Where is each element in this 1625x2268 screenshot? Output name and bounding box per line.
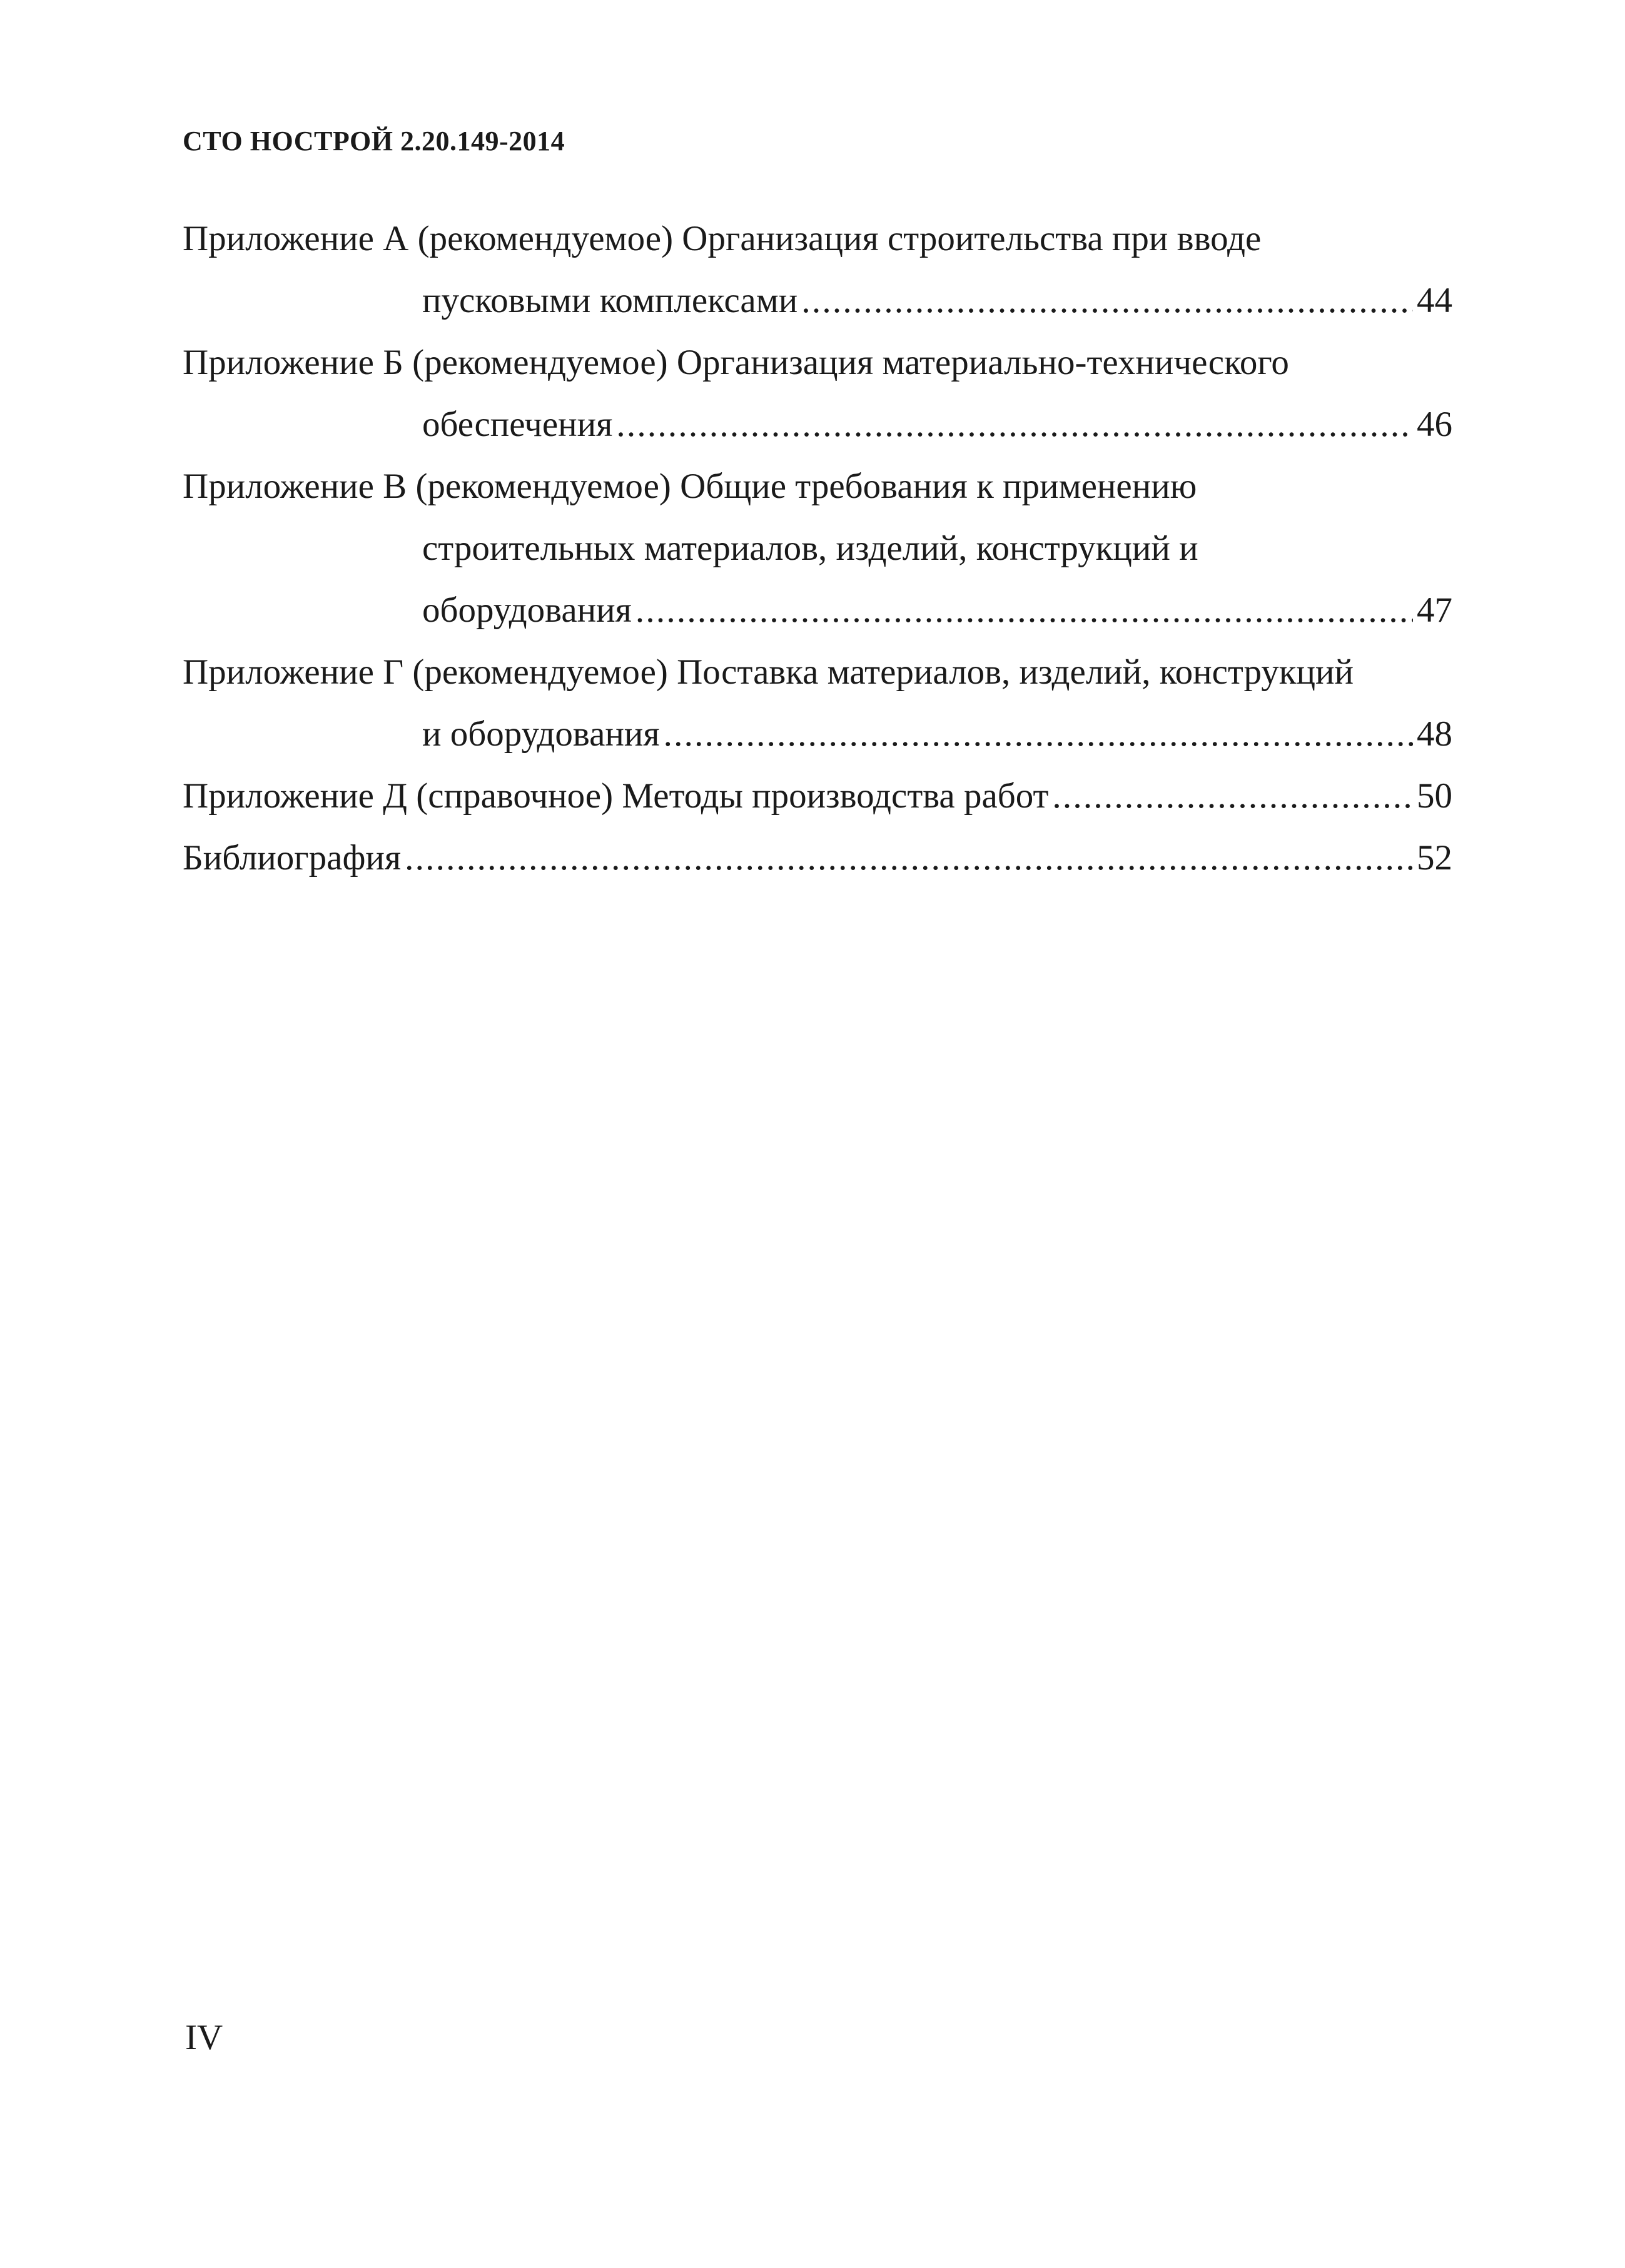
toc-entry-last-line (183, 827, 1452, 889)
toc-entry-title-end: оборудования (422, 590, 632, 630)
table-of-contents (183, 208, 1452, 889)
toc-entry-last-line (183, 765, 1452, 827)
dot-leader (664, 703, 1413, 765)
toc-page-number: 48 (1417, 714, 1452, 754)
toc-entry-title-line: Приложение Г (рекомендуемое) Поставка материалов, изделий, конструкций (183, 652, 1354, 692)
toc-page-number: 52 (1417, 838, 1452, 878)
toc-page-number: 50 (1417, 776, 1452, 816)
toc-entry-title-line: строительных материалов, изделий, конструкций и (422, 529, 1198, 568)
toc-entry-title-end: Библиография (183, 838, 402, 878)
toc-entry-title-line: Приложение Б (рекомендуемое) Организация материально-технического (183, 343, 1289, 382)
toc-page-number: 46 (1417, 405, 1452, 444)
document-code-header: СТО НОСТРОЙ 2.20.149-2014 (183, 126, 565, 156)
toc-entry-title-end: Приложение Д (справочное) Методы производства работ (183, 776, 1049, 816)
dot-leader (616, 393, 1413, 455)
dot-leader (801, 270, 1413, 332)
toc-entry-title-end: обеспечения (422, 405, 613, 444)
toc-entry-last-line (183, 270, 1452, 332)
toc-entry-title-end: пусковыми комплексами (422, 281, 798, 320)
toc-entry-bibliography[interactable] (183, 827, 1452, 889)
toc-entry-title-line: Приложение А (рекомендуемое) Организация строительства при вводе (183, 219, 1262, 258)
toc-entry-appendix-g[interactable] (183, 641, 1452, 765)
dot-leader (405, 827, 1413, 889)
dot-leader (635, 579, 1413, 641)
dot-leader (1052, 765, 1413, 827)
page-number: IV (185, 2018, 223, 2057)
toc-entry-last-line (183, 703, 1452, 765)
toc-entry-title-end: и оборудования (422, 714, 660, 754)
toc-entry-appendix-b[interactable] (183, 332, 1452, 455)
toc-entry-appendix-d[interactable] (183, 765, 1452, 827)
toc-page-number: 47 (1417, 590, 1452, 630)
toc-page-number: 44 (1417, 281, 1452, 320)
toc-entry-last-line (183, 393, 1452, 455)
toc-entry-appendix-a[interactable] (183, 208, 1452, 332)
toc-entry-last-line (183, 579, 1452, 641)
toc-entry-title-line: Приложение В (рекомендуемое) Общие требования к применению (183, 467, 1197, 506)
toc-entry-appendix-v[interactable] (183, 455, 1452, 641)
